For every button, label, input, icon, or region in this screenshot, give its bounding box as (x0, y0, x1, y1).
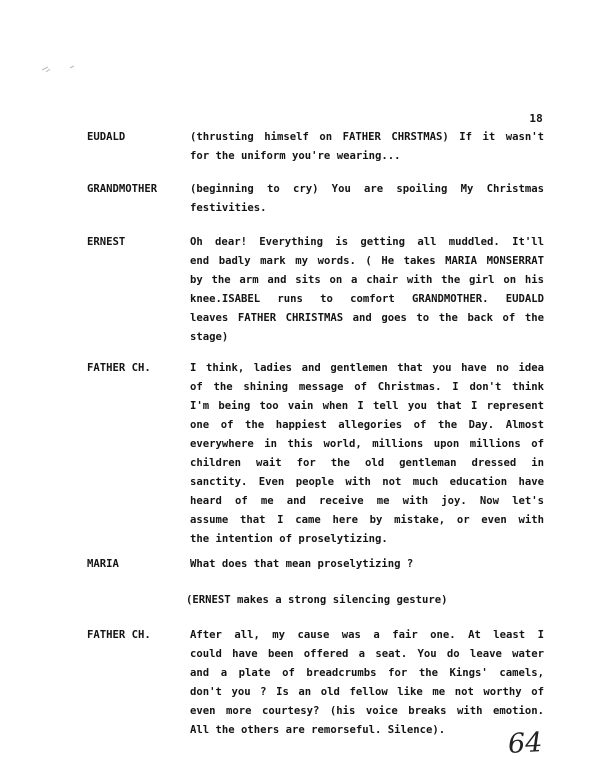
speaker-name: ERNEST (87, 236, 126, 248)
dialogue-line: (beginning to cry) You are spoiling My Christmas (190, 183, 544, 195)
dialogue-line: heard of me and receive me with joy. Now let's (190, 495, 544, 507)
dialogue-line: All the others are remorseful. Silence). (190, 724, 446, 736)
speaker-name: FATHER CH. (87, 629, 151, 641)
dialogue-text (190, 233, 544, 347)
dialogue-line: leaves FATHER CHRISTMAS and goes to the back of the (190, 312, 544, 324)
dialogue-line: After all, my cause was a fair one. At least I (190, 629, 544, 641)
dialogue-line: don't you ? Is an old fellow like me not worthy of (190, 686, 544, 698)
dialogue-line: (thrusting himself on FATHER CHRSTMAS) If it wasn't (190, 131, 544, 143)
dialogue-line: everywhere in this world, millions upon millions of (190, 438, 544, 450)
paper-mark (40, 60, 80, 80)
dialogue-line: assume that I came here by mistake, or even with (190, 514, 544, 526)
dialogue-line: children wait for the old gentleman dressed in (190, 457, 544, 469)
stage-direction: (ERNEST makes a strong silencing gesture) (186, 594, 448, 606)
dialogue-text (190, 128, 544, 166)
dialogue-line: sanctity. Even people with not much education have (190, 476, 544, 488)
dialogue-line: of the shining message of Christmas. I don't think (190, 381, 544, 393)
speaker-name: FATHER CH. (87, 362, 151, 374)
speaker-name: EUDALD (87, 131, 126, 143)
dialogue-line: stage) (190, 331, 229, 343)
speaker-name: GRANDMOTHER (87, 183, 158, 195)
dialogue-text (190, 626, 544, 740)
dialogue-text (190, 359, 544, 549)
dialogue-line: knee.ISABEL runs to comfort GRANDMOTHER. EUDALD (190, 293, 544, 305)
dialogue-text (190, 555, 544, 574)
dialogue-line: I think, ladies and gentlemen that you have no idea (190, 362, 544, 374)
handwritten-page-number: 64 (507, 727, 544, 760)
dialogue-line: Oh dear! Everything is getting all muddled. It'll (190, 236, 544, 248)
page-number: 18 (529, 112, 543, 125)
dialogue-line: could have been offered a seat. You do leave water (190, 648, 544, 660)
dialogue-line: What does that mean proselytizing ? (190, 558, 414, 570)
dialogue-line: by the arm and sits on a chair with the girl on his (190, 274, 544, 286)
speaker-name: MARIA (87, 558, 119, 570)
dialogue-line: I'm being too vain when I tell you that I represent (190, 400, 544, 412)
dialogue-line: festivities. (190, 202, 267, 214)
dialogue-line: even more courtesy? (his voice breaks with emotion. (190, 705, 544, 717)
dialogue-line: for the uniform you're wearing... (190, 150, 401, 162)
dialogue-line: one of the happiest allegories of the Day. Almost (190, 419, 544, 431)
dialogue-line: the intention of proselytizing. (190, 533, 388, 545)
dialogue-line: end badly mark my words. ( He takes MARIA MONSERRAT (190, 255, 544, 267)
dialogue-text (190, 180, 544, 218)
dialogue-line: and a plate of breadcrumbs for the Kings' camels, (190, 667, 544, 679)
